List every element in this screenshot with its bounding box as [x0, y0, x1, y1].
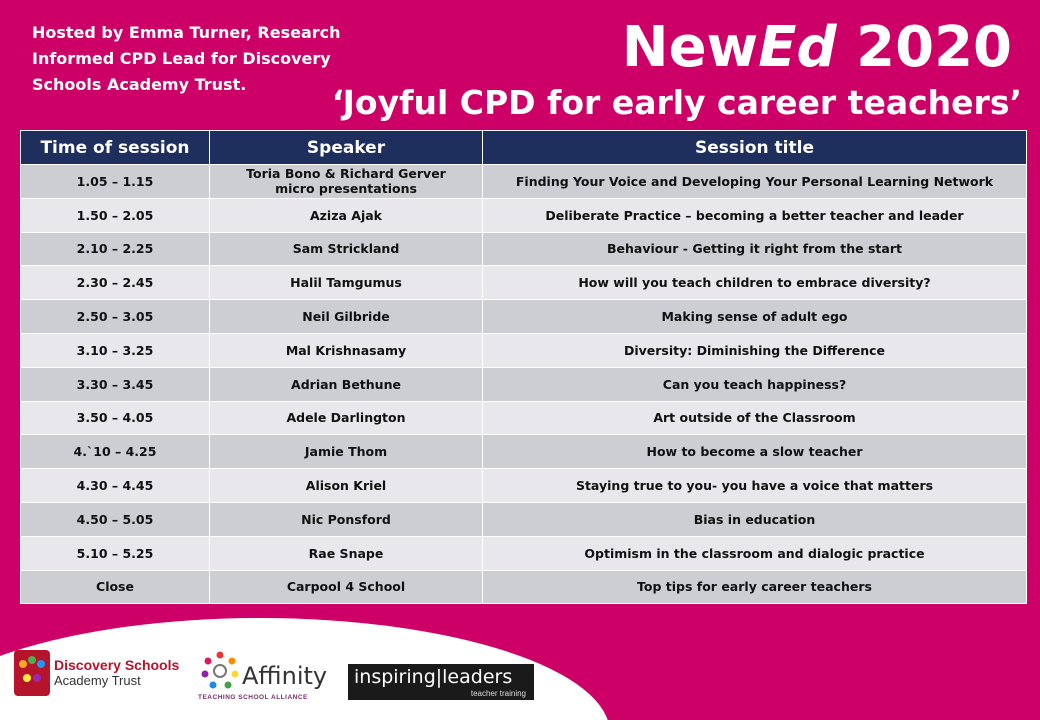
cell-speaker: [210, 333, 483, 367]
table-row: [21, 367, 1027, 401]
cell-session-title: Diversity: Diminishing the Difference: [483, 333, 1027, 367]
cell-time: 3.50 – 4.05: [21, 401, 210, 435]
cell-session-title: Staying true to you- you have a voice that matters: [483, 469, 1027, 503]
discovery-schools-logo: [14, 648, 194, 698]
affinity-people-icon: [200, 650, 240, 694]
table-row: [21, 198, 1027, 232]
affinity-name: Affinity: [242, 662, 328, 690]
cell-speaker: [210, 469, 483, 503]
cell-speaker: [210, 266, 483, 300]
cell-time: 4.`10 – 4.25: [21, 435, 210, 469]
header-session-title: Session title: [483, 131, 1027, 165]
table-row: [21, 570, 1027, 604]
cell-time: 1.50 – 2.05: [21, 198, 210, 232]
table-row: [21, 165, 1027, 199]
cell-speaker: [210, 435, 483, 469]
title-part-ed: Ed: [758, 15, 837, 80]
event-subtitle: ‘Joyful CPD for early career teachers’: [331, 83, 1022, 122]
speaker-name: Carpool 4 School: [286, 579, 406, 595]
speaker-name: Mal Krishnasamy: [285, 342, 407, 358]
speaker-name: Halil Tamgumus: [290, 275, 402, 291]
cell-session-title: Optimism in the classroom and dialogic practice: [483, 536, 1027, 570]
inspiring-name: inspiring|leaders: [354, 666, 513, 688]
cell-time: 2.30 – 2.45: [21, 266, 210, 300]
cell-speaker: [210, 536, 483, 570]
cell-speaker: [210, 300, 483, 334]
cell-session-title: Making sense of adult ego: [483, 300, 1027, 334]
cell-time: 2.50 – 3.05: [21, 300, 210, 334]
cell-speaker: [210, 198, 483, 232]
cell-time: 5.10 – 5.25: [21, 536, 210, 570]
table-row: [21, 502, 1027, 536]
cell-session-title: How will you teach children to embrace diversity?: [483, 266, 1027, 300]
table-row: [21, 333, 1027, 367]
discovery-name: Discovery Schools: [54, 657, 180, 673]
cell-time: 4.30 – 4.45: [21, 469, 210, 503]
cell-time: Close: [21, 570, 210, 604]
host-text: Hosted by Emma Turner, Research Informed CPD Lead for Discovery Schools Academy Trust.: [32, 23, 341, 94]
cell-session-title: Finding Your Voice and Developing Your Personal Learning Network: [483, 165, 1027, 199]
title-part-new: New: [621, 15, 759, 80]
cell-session-title: Can you teach happiness?: [483, 367, 1027, 401]
discovery-figures-icon: [14, 650, 50, 696]
speaker-note: micro presentations: [275, 181, 417, 197]
title-part-year: 2020: [836, 15, 1012, 80]
cell-session-title: Deliberate Practice – becoming a better teacher and leader: [483, 198, 1027, 232]
speaker-name: Adrian Bethune: [291, 376, 401, 392]
discovery-sub: Academy Trust: [54, 673, 141, 688]
cell-speaker: [210, 502, 483, 536]
cell-time: 2.10 – 2.25: [21, 232, 210, 266]
affinity-logo: [198, 650, 326, 710]
cell-speaker: [210, 401, 483, 435]
cell-speaker: [210, 367, 483, 401]
speaker-name: Alison Kriel: [305, 478, 387, 494]
table-row: [21, 300, 1027, 334]
cell-speaker: [210, 570, 483, 604]
affinity-sub: TEACHING SCHOOL ALLIANCE: [198, 694, 308, 701]
header-speaker: Speaker: [210, 131, 483, 165]
table-row: [21, 266, 1027, 300]
speaker-name: Nic Ponsford: [301, 511, 391, 527]
inspiring-sub: teacher training: [470, 689, 526, 698]
table-row: [21, 435, 1027, 469]
speaker-name: Adele Darlington: [286, 410, 406, 426]
cell-time: 3.30 – 3.45: [21, 367, 210, 401]
speaker-name: Rae Snape: [308, 545, 384, 561]
table-row: [21, 469, 1027, 503]
speaker-name: Neil Gilbride: [302, 309, 390, 325]
cell-session-title: Behaviour - Getting it right from the start: [483, 232, 1027, 266]
cell-time: 3.10 – 3.25: [21, 333, 210, 367]
cell-session-title: Art outside of the Classroom: [483, 401, 1027, 435]
schedule-table: [20, 130, 1027, 604]
table-row: [21, 401, 1027, 435]
cell-speaker: [210, 232, 483, 266]
cell-speaker: [210, 165, 483, 199]
speaker-name: Toria Bono & Richard Gerver: [246, 166, 446, 182]
cell-session-title: How to become a slow teacher: [483, 435, 1027, 469]
cell-session-title: Bias in education: [483, 502, 1027, 536]
inspiring-leaders-logo: [348, 664, 534, 700]
event-title: [622, 16, 1012, 80]
schedule-body: [21, 165, 1027, 604]
cell-session-title: Top tips for early career teachers: [483, 570, 1027, 604]
speaker-name: Sam Strickland: [292, 241, 400, 257]
speaker-name: Jamie Thom: [304, 444, 388, 460]
speaker-name: Aziza Ajak: [309, 207, 382, 223]
cell-time: 4.50 – 5.05: [21, 502, 210, 536]
header-time: Time of session: [21, 131, 210, 165]
cell-time: 1.05 – 1.15: [21, 165, 210, 199]
table-row: [21, 536, 1027, 570]
table-row: [21, 232, 1027, 266]
table-header-row: [21, 131, 1027, 165]
